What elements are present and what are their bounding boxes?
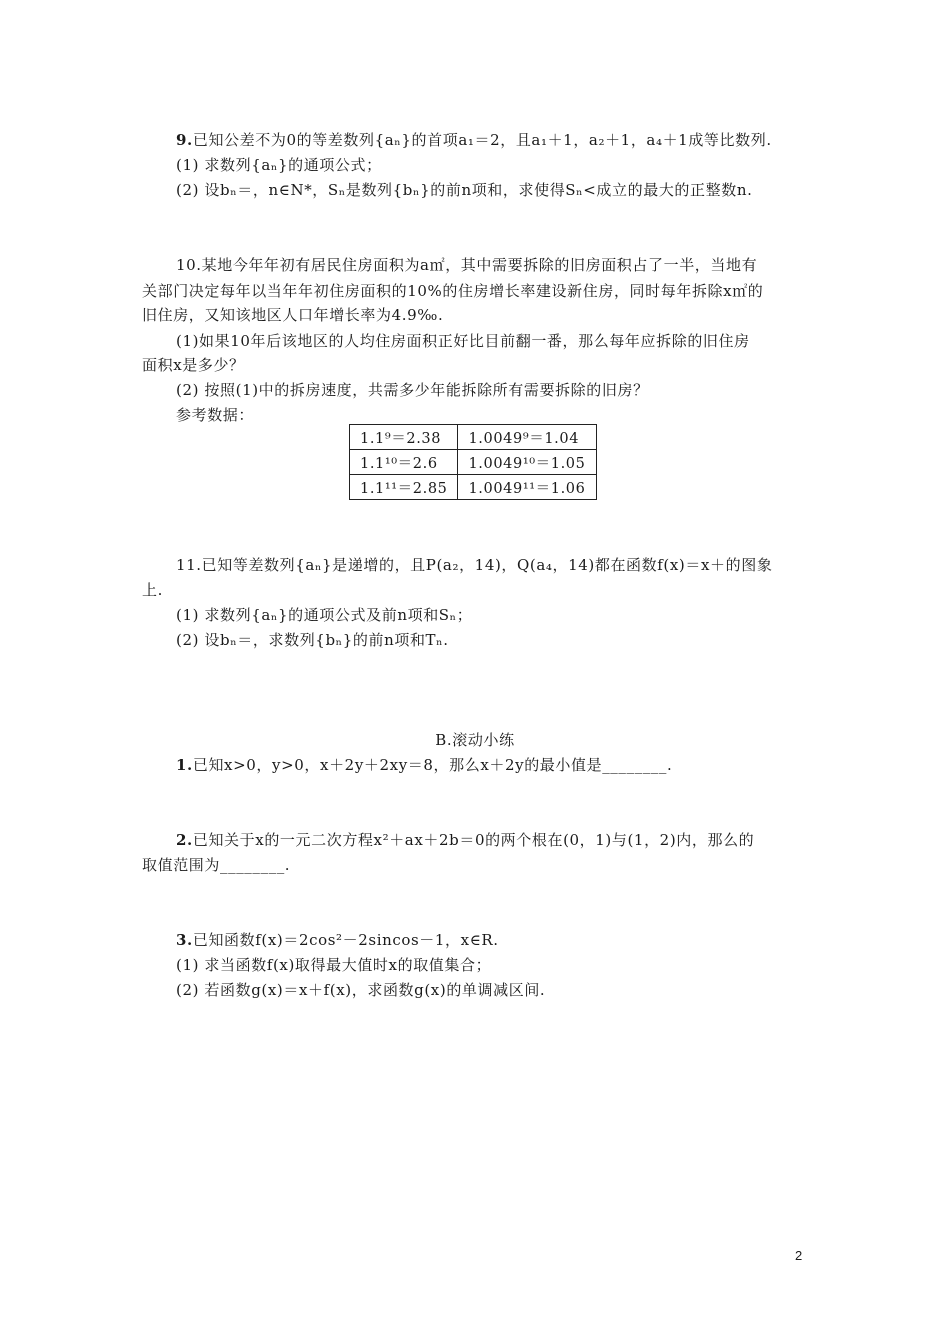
q11-part2: (2) 设bₙ＝，求数列{bₙ}的前n项和Tₙ. [176, 631, 449, 649]
q9-part2: (2) 设bₙ＝，n∈N*，Sₙ是数列{bₙ}的前n项和，求使得Sₙ<成立的最大的正整数n. [176, 181, 753, 199]
b-q3-part2: (2) 若函数g(x)＝x＋f(x)，求函数g(x)的单调减区间. [176, 981, 546, 999]
reference-data-table [349, 424, 597, 500]
table-cell: 1.1¹¹＝2.85 [350, 475, 458, 500]
q9-number: 9. [176, 131, 193, 149]
page-number: 2 [795, 1248, 803, 1263]
table-cell: 1.0049¹⁰＝1.05 [458, 450, 597, 475]
table-cell: 1.0049¹¹＝1.06 [458, 475, 597, 500]
table-row [350, 425, 597, 450]
b-q1-text: 已知x>0，y>0，x＋2y＋2xy＝8，那么x＋2y的最小值是________. [192, 756, 673, 774]
q10-line4: (1)如果10年后该地区的人均住房面积正好比目前翻一番，那么每年应拆除的旧住房 [176, 332, 750, 350]
q10-line3: 旧住房，又知该地区人口年增长率为4.9‰. [142, 306, 444, 324]
table-row [350, 450, 597, 475]
q11-line2: 上. [142, 581, 163, 599]
q10-line5: 面积x是多少？ [142, 356, 245, 374]
b-q2-text: 已知关于x的一元二次方程x²＋ax＋2b＝0的两个根在(0，1)与(1，2)内，那么的 [192, 831, 755, 849]
q9-stem: 已知公差不为0的等差数列{aₙ}的首项a₁＝2，且a₁＋1，a₂＋1，a₄＋1成等比数列. [192, 131, 772, 149]
table-cell: 1.0049⁹＝1.04 [458, 425, 597, 450]
b-q3-stem-line [176, 930, 499, 950]
q9-part1: (1) 求数列{aₙ}的通项公式； [176, 156, 382, 174]
table-cell: 1.1⁹＝2.38 [350, 425, 458, 450]
b-q3-stem: 已知函数f(x)＝2cos²－2sincos－1，x∈R. [192, 931, 499, 949]
b-q1-line [176, 755, 672, 775]
q10-line7: 参考数据： [176, 406, 255, 424]
q9-stem-line [176, 130, 772, 150]
section-b-title: B.滚动小练 [435, 731, 515, 749]
table-cell: 1.1¹⁰＝2.6 [350, 450, 458, 475]
b-q2-line1 [176, 830, 754, 850]
q10-line1: 10.某地今年年初有居民住房面积为a㎡，其中需要拆除的旧房面积占了一半，当地有 [176, 256, 758, 274]
q10-line6: (2) 按照(1)中的拆房速度，共需多少年能拆除所有需要拆除的旧房？ [176, 381, 649, 399]
b-q3-part1: (1) 求当函数f(x)取得最大值时x的取值集合； [176, 956, 492, 974]
b-q2-line2: 取值范围为________. [142, 856, 291, 874]
b-q3-number: 3. [176, 931, 193, 949]
b-q2-number: 2. [176, 831, 193, 849]
table-row [350, 475, 597, 500]
b-q1-number: 1. [176, 756, 193, 774]
q10-line2: 关部门决定每年以当年年初住房面积的10%的住房增长率建设新住房，同时每年拆除x㎡的 [142, 282, 764, 300]
q11-part1: (1) 求数列{aₙ}的通项公式及前n项和Sₙ； [176, 606, 473, 624]
q11-line1: 11.已知等差数列{aₙ}是递增的，且P(a₂，14)，Q(a₄，14)都在函数f(x)＝x＋的图象 [176, 556, 773, 574]
